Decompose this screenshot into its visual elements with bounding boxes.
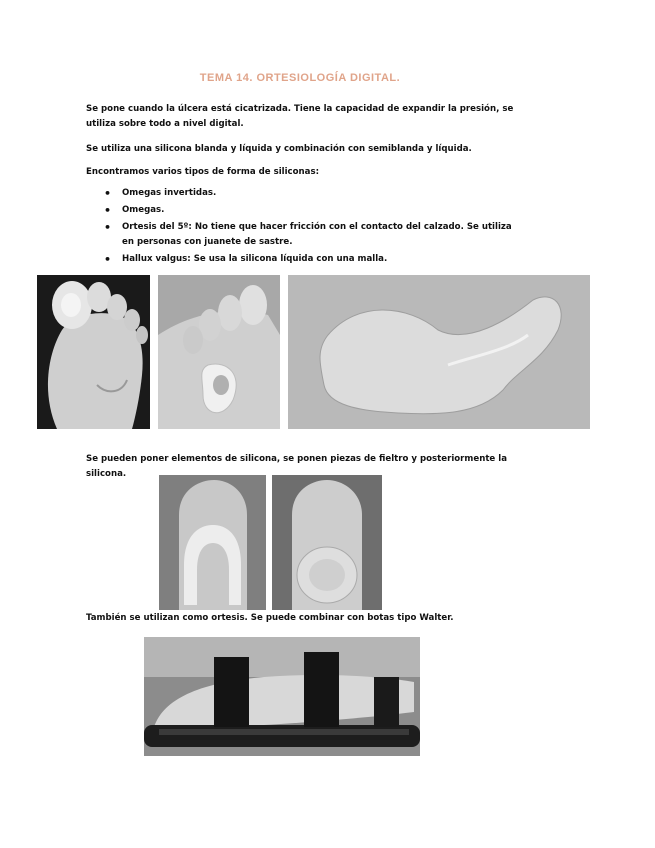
paragraph-intro: Se pone cuando la úlcera está cicatrizada. Tiene la capacidad de expandir la presión, se utiliza sobre todo a nivel digital.	[86, 104, 514, 129]
list-item: • Omegas.	[86, 203, 516, 218]
paragraph-silicone-types: Se utiliza una silicona blanda y líquida y combinación con semiblanda y líquida.	[86, 144, 472, 154]
paragraph-forms-intro: Encontramos varios tipos de forma de siliconas:	[86, 167, 320, 177]
silicone-forms-list	[86, 186, 516, 269]
photo-walker-boot	[144, 637, 420, 756]
list-item: • Omegas invertidas.	[86, 186, 516, 201]
page-title: TEMA 14. ORTESIOLOGÍA DIGITAL.	[199, 72, 401, 84]
photo-silicone-piece	[288, 275, 590, 429]
list-item: • Ortesis del 5º: No tiene que hacer fricción con el contacto del calzado. Se utiliza en personas con juanete de sastre.	[86, 220, 516, 250]
paragraph-walker-boots: También se utilizan como ortesis. Se puede combinar con botas tipo Walter.	[86, 613, 454, 623]
photo-toe-orthosis	[158, 275, 280, 429]
photo-silicone-heel-pad	[272, 475, 382, 610]
paragraph-felt-pieces: Se pueden poner elementos de silicona, se ponen piezas de fieltro y posteriormente la silicona.	[86, 454, 507, 479]
photo-foot-sole-orthosis	[37, 275, 150, 429]
photo-felt-horseshoe-pad	[159, 475, 266, 610]
list-item: • Hallux valgus: Se usa la silicona líquida con una malla.	[86, 252, 516, 267]
